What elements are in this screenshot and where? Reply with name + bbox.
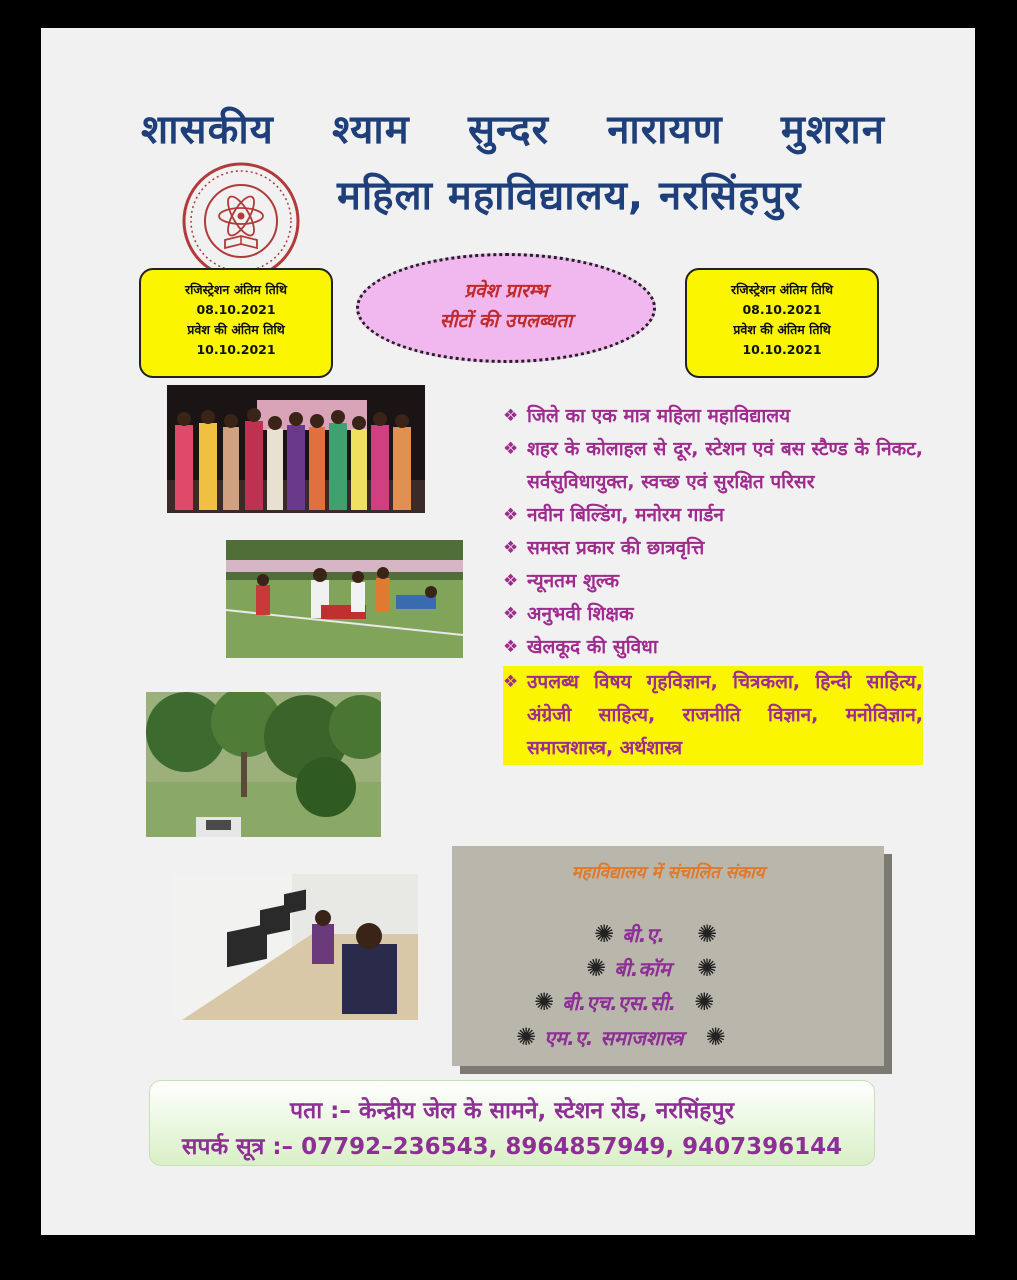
admission-date: 10.10.2021 bbox=[742, 342, 822, 357]
cultural-event-photo bbox=[167, 385, 425, 513]
faculty-label: बी.एच.एस.सी. bbox=[562, 990, 677, 1015]
registration-dates-box-left bbox=[139, 268, 333, 378]
feature-text: नवीन बिल्डिंग, मनोरम गार्डन bbox=[527, 504, 724, 526]
campus-garden-photo bbox=[146, 692, 381, 837]
contact-box bbox=[149, 1080, 875, 1166]
faculty-label: बी.ए. bbox=[622, 922, 665, 947]
registration-dates-box-right bbox=[685, 268, 879, 378]
sun-icon: ✺ bbox=[516, 1023, 537, 1051]
feature-text: समस्त प्रकार की छात्रवृत्ति bbox=[527, 537, 705, 559]
admission-open-oval bbox=[356, 253, 656, 363]
list-item bbox=[503, 598, 923, 631]
faculty-label: बी.कॉम bbox=[614, 956, 671, 981]
features-list bbox=[503, 400, 923, 765]
registration-label: रजिस्ट्रेशन अंतिम तिथि bbox=[185, 282, 287, 297]
feature-text: शहर के कोलाहल से दूर, स्टेशन एवं बस स्टैण्ड के निकट, सर्वसुविधायुक्त, स्वच्छ एवं सुरक्षित परिसर bbox=[527, 438, 923, 493]
poster bbox=[41, 28, 975, 1235]
feature-text: उपलब्ध विषय गृहविज्ञान, चित्रकला, हिन्दी साहित्य, अंग्रेजी साहित्य, राजनीति विज्ञान, मनोविज्ञान, समाजशास्त्र, अर्थशास्त्र bbox=[527, 666, 923, 765]
sun-icon: ✺ bbox=[696, 954, 717, 982]
diamond-bullet-icon: ❖ bbox=[503, 538, 519, 558]
sun-icon: ✺ bbox=[594, 920, 615, 948]
title-word: मुशरान bbox=[780, 107, 885, 153]
feature-text: न्यूनतम शुल्क bbox=[527, 570, 620, 592]
college-emblem-icon bbox=[180, 160, 302, 282]
registration-label: रजिस्ट्रेशन अंतिम तिथि bbox=[731, 282, 833, 297]
list-item bbox=[503, 565, 923, 598]
admission-open-text: प्रवेश प्रारम्भ bbox=[464, 280, 548, 302]
faculty-label: एम.ए. समाजशास्त्र bbox=[544, 1025, 684, 1050]
college-title-line1 bbox=[141, 100, 885, 155]
list-item bbox=[503, 433, 923, 499]
list-item bbox=[503, 400, 923, 433]
registration-date: 08.10.2021 bbox=[742, 302, 822, 317]
diamond-bullet-icon: ❖ bbox=[503, 406, 519, 426]
faculty-item bbox=[594, 920, 717, 948]
diamond-bullet-icon: ❖ bbox=[503, 637, 519, 657]
faculty-title: महाविद्यालय में संचालित संकाय bbox=[571, 863, 765, 883]
admission-label: प्रवेश की अंतिम तिथि bbox=[187, 322, 285, 337]
list-item bbox=[503, 499, 923, 532]
feature-text: जिले का एक मात्र महिला महाविद्यालय bbox=[527, 405, 791, 427]
address-text: पता :– केन्द्रीय जेल के सामने, स्टेशन रोड, नरसिंहपुर bbox=[290, 1098, 734, 1124]
seats-available-text: सीटों की उपलब्धता bbox=[439, 310, 573, 332]
title-word: श्याम bbox=[332, 107, 410, 153]
feature-text: खेलकूद की सुविधा bbox=[527, 636, 658, 658]
faculty-box bbox=[452, 846, 884, 1066]
list-item bbox=[503, 532, 923, 565]
diamond-bullet-icon: ❖ bbox=[503, 604, 519, 624]
sun-icon: ✺ bbox=[705, 1023, 726, 1051]
sun-icon: ✺ bbox=[696, 920, 718, 948]
feature-text: अनुभवी शिक्षक bbox=[527, 603, 634, 625]
faculty-item bbox=[534, 988, 714, 1016]
faculty-item bbox=[516, 1023, 726, 1051]
diamond-bullet-icon: ❖ bbox=[503, 666, 527, 765]
list-item bbox=[503, 631, 923, 664]
registration-date: 08.10.2021 bbox=[196, 302, 276, 317]
sun-icon: ✺ bbox=[534, 988, 555, 1016]
list-item-subjects bbox=[503, 666, 923, 765]
faculty-item bbox=[586, 954, 717, 982]
sun-icon: ✺ bbox=[694, 988, 715, 1016]
diamond-bullet-icon: ❖ bbox=[503, 571, 519, 591]
diamond-bullet-icon: ❖ bbox=[503, 505, 519, 525]
title-word: सुन्दर bbox=[467, 107, 549, 153]
admission-label: प्रवेश की अंतिम तिथि bbox=[733, 322, 831, 337]
sports-kabaddi-photo bbox=[226, 540, 463, 658]
sun-icon: ✺ bbox=[586, 954, 607, 982]
admission-date: 10.10.2021 bbox=[196, 342, 276, 357]
college-title-line2: महिला महाविद्यालय, नरसिंहपुर bbox=[337, 173, 802, 219]
diamond-bullet-icon: ❖ bbox=[503, 439, 519, 459]
title-word: नारायण bbox=[607, 107, 723, 153]
phone-text: सपर्क सूत्र :– 07792–236543, 8964857949, 9407396144 bbox=[181, 1134, 843, 1160]
computer-lab-photo bbox=[172, 874, 418, 1020]
title-word: शासकीय bbox=[141, 107, 274, 153]
